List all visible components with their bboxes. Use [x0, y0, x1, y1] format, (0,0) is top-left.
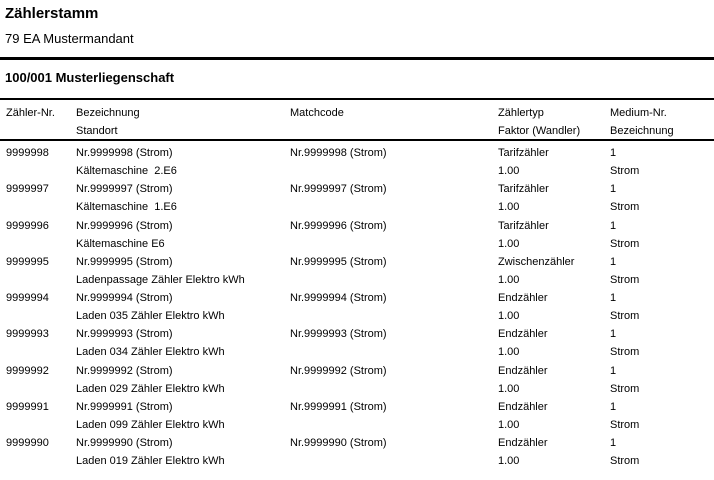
cell-zaehler-nr [6, 144, 76, 180]
medium-bezeichnung-value: Strom [610, 310, 640, 322]
matchcode-value: Nr.9999993 (Strom) [290, 328, 387, 341]
standort-value: Laden 019 Zähler Elektro kWh [76, 455, 225, 467]
zaehler-nr-value: 9999994 [6, 292, 49, 304]
cell-zaehlertyp-faktor [498, 398, 610, 434]
medium-nr-value: 1 [610, 292, 617, 304]
cell-zaehlertyp-faktor [498, 144, 610, 180]
header-faktor: Faktor (Wandler) [498, 125, 581, 137]
medium-nr-value: 1 [610, 147, 617, 159]
cell-zaehler-nr [6, 434, 76, 470]
standort-value: Laden 029 Zähler Elektro kWh [76, 382, 225, 395]
cell-zaehlertyp-faktor [498, 217, 610, 253]
cell-bezeichnung-standort [76, 289, 290, 325]
header-bezeichnung: Bezeichnung [76, 107, 140, 119]
matchcode-value: Nr.9999995 (Strom) [290, 255, 387, 268]
table-row [0, 434, 714, 470]
faktor-value: 1.00 [498, 382, 520, 395]
table-header [0, 104, 714, 140]
page-title: Zählerstamm [5, 5, 99, 22]
cell-medium [610, 289, 714, 325]
faktor-value: 1.00 [498, 346, 520, 359]
cell-zaehlertyp-faktor [498, 289, 610, 325]
cell-bezeichnung-standort [76, 325, 290, 361]
table-row [0, 325, 714, 361]
table-body [0, 144, 714, 470]
medium-nr-value: 1 [610, 437, 617, 449]
zaehlertyp-value: Endzähler [498, 292, 548, 304]
faktor-value: 1.00 [498, 201, 520, 214]
faktor-value: 1.00 [498, 273, 520, 286]
medium-nr-value: 1 [610, 183, 617, 196]
medium-bezeichnung-value: Strom [610, 455, 640, 467]
zaehler-nr-value: 9999991 [6, 400, 49, 413]
cell-zaehlertyp-faktor [498, 253, 610, 289]
cell-zaehler-nr [6, 180, 76, 216]
cell-zaehler-nr [6, 398, 76, 434]
medium-bezeichnung-value: Strom [610, 165, 640, 177]
faktor-value: 1.00 [498, 165, 520, 177]
cell-medium [610, 253, 714, 289]
cell-zaehler-nr [6, 253, 76, 289]
medium-nr-value: 1 [610, 364, 617, 377]
cell-zaehler-nr [6, 289, 76, 325]
header-zaehler-nr: Zähler-Nr. [6, 107, 55, 119]
matchcode-value: Nr.9999994 (Strom) [290, 292, 387, 304]
zaehlertyp-value: Endzähler [498, 364, 548, 377]
bezeichnung-value: Nr.9999996 (Strom) [76, 219, 173, 232]
cell-matchcode [290, 434, 498, 470]
zaehlertyp-value: Tarifzähler [498, 219, 549, 232]
medium-nr-value: 1 [610, 219, 617, 232]
matchcode-value: Nr.9999991 (Strom) [290, 400, 387, 413]
cell-zaehlertyp-faktor [498, 325, 610, 361]
cell-zaehlertyp-faktor [498, 434, 610, 470]
cell-bezeichnung-standort [76, 253, 290, 289]
zaehlertyp-value: Endzähler [498, 437, 548, 449]
medium-nr-value: 1 [610, 255, 617, 268]
bezeichnung-value: Nr.9999994 (Strom) [76, 292, 173, 304]
cell-zaehlertyp-faktor [498, 362, 610, 398]
zaehler-nr-value: 9999990 [6, 437, 49, 449]
medium-bezeichnung-value: Strom [610, 201, 640, 214]
medium-nr-value: 1 [610, 400, 617, 413]
matchcode-value: Nr.9999997 (Strom) [290, 183, 387, 196]
matchcode-value: Nr.9999998 (Strom) [290, 147, 387, 159]
bezeichnung-value: Nr.9999993 (Strom) [76, 328, 173, 341]
medium-bezeichnung-value: Strom [610, 237, 640, 250]
cell-bezeichnung-standort [76, 434, 290, 470]
cell-bezeichnung-standort [76, 362, 290, 398]
cell-matchcode [290, 362, 498, 398]
faktor-value: 1.00 [498, 418, 520, 431]
standort-value: Ladenpassage Zähler Elektro kWh [76, 273, 245, 286]
property-divider [0, 98, 714, 100]
cell-matchcode [290, 253, 498, 289]
header-medium-bezeichnung: Bezeichnung [610, 125, 674, 137]
zaehler-nr-value: 9999997 [6, 183, 49, 196]
standort-value: Laden 034 Zähler Elektro kWh [76, 346, 225, 359]
standort-value: Kältemaschine E6 [76, 237, 165, 250]
table-row [0, 180, 714, 216]
zaehler-nr-value: 9999992 [6, 364, 49, 377]
cell-matchcode [290, 217, 498, 253]
header-standort: Standort [76, 125, 118, 137]
zaehlertyp-value: Tarifzähler [498, 183, 549, 196]
cell-matchcode [290, 144, 498, 180]
zaehler-nr-value: 9999996 [6, 219, 49, 232]
cell-bezeichnung-standort [76, 217, 290, 253]
header-cell-medium [610, 104, 714, 140]
cell-matchcode [290, 325, 498, 361]
zaehler-nr-value: 9999995 [6, 255, 49, 268]
cell-medium [610, 434, 714, 470]
header-medium-nr: Medium-Nr. [610, 107, 667, 119]
cell-bezeichnung-standort [76, 398, 290, 434]
cell-matchcode [290, 180, 498, 216]
property-title: 100/001 Musterliegenschaft [5, 70, 175, 85]
cell-medium [610, 180, 714, 216]
zaehlertyp-value: Endzähler [498, 400, 548, 413]
medium-bezeichnung-value: Strom [610, 382, 640, 395]
matchcode-value: Nr.9999996 (Strom) [290, 219, 387, 232]
table-row [0, 289, 714, 325]
faktor-value: 1.00 [498, 310, 520, 322]
cell-zaehlertyp-faktor [498, 180, 610, 216]
standort-value: Kältemaschine 1.E6 [76, 201, 177, 214]
cell-zaehler-nr [6, 217, 76, 253]
table-row [0, 144, 714, 180]
zaehler-nr-value: 9999998 [6, 147, 49, 159]
cell-medium [610, 325, 714, 361]
table-row [0, 217, 714, 253]
faktor-value: 1.00 [498, 455, 520, 467]
zaehler-nr-value: 9999993 [6, 328, 49, 341]
header-zaehlertyp: Zählertyp [498, 107, 544, 119]
medium-nr-value: 1 [610, 328, 617, 341]
cell-medium [610, 362, 714, 398]
matchcode-value: Nr.9999990 (Strom) [290, 437, 387, 449]
header-cell-matchcode [290, 104, 498, 140]
table-row [0, 362, 714, 398]
medium-bezeichnung-value: Strom [610, 273, 640, 286]
cell-medium [610, 217, 714, 253]
standort-value: Laden 099 Zähler Elektro kWh [76, 418, 225, 431]
standort-value: Kältemaschine 2.E6 [76, 165, 177, 177]
table-row [0, 253, 714, 289]
zaehlertyp-value: Tarifzähler [498, 147, 549, 159]
table-header-divider [0, 139, 714, 141]
cell-bezeichnung-standort [76, 180, 290, 216]
bezeichnung-value: Nr.9999995 (Strom) [76, 255, 173, 268]
header-divider [0, 57, 714, 60]
medium-bezeichnung-value: Strom [610, 418, 640, 431]
bezeichnung-value: Nr.9999990 (Strom) [76, 437, 173, 449]
client-name: 79 EA Mustermandant [5, 31, 134, 46]
header-matchcode: Matchcode [290, 107, 344, 119]
header-cell-zaehlertyp-faktor [498, 104, 610, 140]
zaehlertyp-value: Zwischenzähler [498, 255, 575, 268]
table-header-row [0, 104, 714, 140]
bezeichnung-value: Nr.9999997 (Strom) [76, 183, 173, 196]
cell-matchcode [290, 398, 498, 434]
bezeichnung-value: Nr.9999998 (Strom) [76, 147, 173, 159]
cell-matchcode [290, 289, 498, 325]
bezeichnung-value: Nr.9999992 (Strom) [76, 364, 173, 377]
cell-medium [610, 398, 714, 434]
faktor-value: 1.00 [498, 237, 520, 250]
standort-value: Laden 035 Zähler Elektro kWh [76, 310, 225, 322]
header-cell-zaehler-nr [6, 104, 76, 140]
bezeichnung-value: Nr.9999991 (Strom) [76, 400, 173, 413]
zaehlertyp-value: Endzähler [498, 328, 548, 341]
cell-zaehler-nr [6, 362, 76, 398]
table-row [0, 398, 714, 434]
matchcode-value: Nr.9999992 (Strom) [290, 364, 387, 377]
cell-zaehler-nr [6, 325, 76, 361]
cell-medium [610, 144, 714, 180]
cell-bezeichnung-standort [76, 144, 290, 180]
header-cell-bezeichnung-standort [76, 104, 290, 140]
medium-bezeichnung-value: Strom [610, 346, 640, 359]
